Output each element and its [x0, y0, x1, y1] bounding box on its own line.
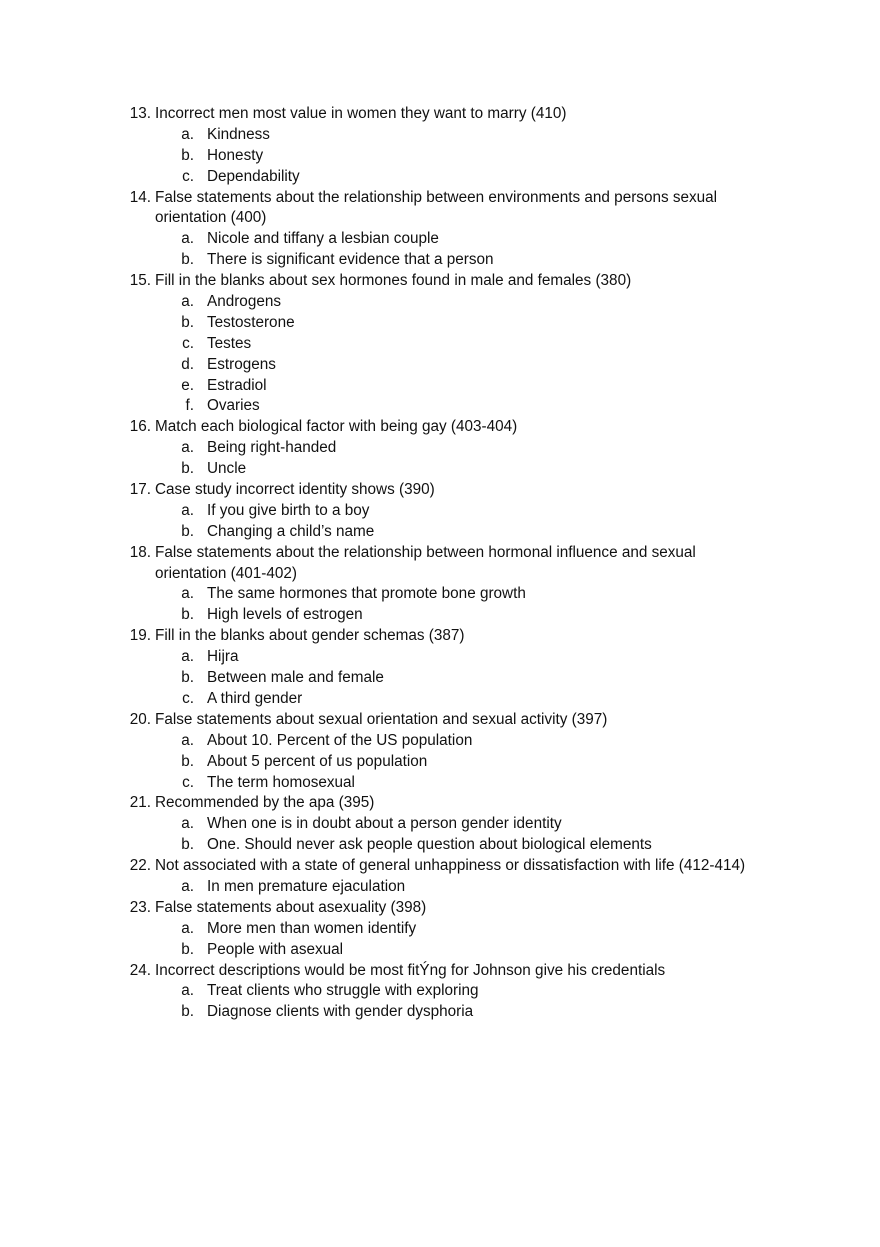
option-letter: a. [181, 731, 194, 749]
question-text: False statements about the relationship between hormonal influence and sexual [155, 543, 696, 561]
option-letter: f. [185, 397, 194, 415]
option-text: Nicole and tiffany a lesbian couple [207, 230, 439, 248]
question-item [0, 710, 880, 794]
option-text: Being right-handed [207, 439, 337, 457]
question-text: orientation (401-402) [155, 564, 298, 582]
option-letter: a. [181, 648, 194, 666]
question-line [0, 480, 880, 501]
option-item [0, 919, 880, 940]
question-text: False statements about sexual orientation and sexual activity (397) [155, 710, 608, 728]
option-letter: c. [182, 773, 194, 791]
option-item [0, 125, 880, 146]
option-letter: b. [181, 460, 194, 478]
option-text: More men than women identify [207, 919, 417, 937]
option-text: Estrogens [207, 355, 276, 373]
option-letter: b. [181, 522, 194, 540]
option-text: Changing a child’s name [207, 522, 375, 540]
question-line [0, 856, 880, 877]
question-line [0, 793, 880, 814]
option-letter: b. [181, 251, 194, 269]
question-text: Case study incorrect identity shows (390) [155, 481, 435, 499]
option-letter: a. [181, 877, 194, 895]
option-text: Androgens [207, 293, 281, 311]
option-letter: a. [181, 293, 194, 311]
question-number: 21. [129, 794, 151, 812]
option-text: In men premature ejaculation [207, 877, 406, 895]
question-text: Fill in the blanks about gender schemas (387) [155, 627, 465, 645]
option-text: Uncle [207, 460, 247, 478]
question-line [0, 188, 880, 209]
option-letter: a. [181, 585, 194, 603]
option-letter: a. [181, 439, 194, 457]
option-item [0, 522, 880, 543]
question-item [0, 104, 880, 188]
option-text: About 5 percent of us population [207, 752, 428, 770]
question-text: False statements about the relationship between environments and persons sexual [155, 188, 718, 206]
option-letter: b. [181, 669, 194, 687]
option-item [0, 773, 880, 794]
question-number: 13. [129, 105, 151, 122]
question-number: 20. [129, 710, 151, 728]
option-letter: a. [181, 815, 194, 833]
option-item [0, 835, 880, 856]
option-text: The same hormones that promote bone growth [207, 585, 526, 603]
option-text: Ovaries [207, 397, 260, 415]
option-item [0, 1002, 880, 1023]
question-item [0, 626, 880, 710]
question-number: 18. [129, 543, 151, 561]
question-line [0, 543, 880, 564]
option-text: Dependability [207, 167, 300, 185]
option-letter: b. [181, 836, 194, 854]
option-item [0, 146, 880, 167]
option-item [0, 647, 880, 668]
question-line [0, 710, 880, 731]
option-letter: c. [182, 689, 194, 707]
option-item [0, 292, 880, 313]
option-letter: e. [181, 376, 194, 394]
option-text: A third gender [207, 689, 303, 707]
option-text: When one is in doubt about a person gender identity [207, 815, 562, 833]
option-text: Honesty [207, 146, 264, 164]
option-item [0, 877, 880, 898]
question-text: Recommended by the apa (395) [155, 794, 375, 812]
question-number: 17. [129, 481, 151, 499]
question-number: 19. [129, 627, 151, 645]
option-item [0, 229, 880, 250]
option-item [0, 438, 880, 459]
option-text: People with asexual [207, 940, 344, 958]
question-number: 24. [129, 961, 151, 979]
option-text: Hijra [207, 648, 239, 666]
question-line [0, 271, 880, 292]
question-item [0, 898, 880, 961]
option-text: Between male and female [207, 669, 384, 687]
question-line [0, 898, 880, 919]
question-text: False statements about asexuality (398) [155, 898, 427, 916]
option-item [0, 167, 880, 188]
option-text: Kindness [207, 125, 270, 143]
question-text: Incorrect descriptions would be most fitÝng for Johnson give his credentials [155, 961, 666, 979]
question-line [0, 417, 880, 438]
option-item [0, 605, 880, 626]
question-text: Match each biological factor with being gay (403-404) [155, 418, 518, 436]
option-item [0, 313, 880, 334]
option-text: Diagnose clients with gender dysphoria [207, 1003, 474, 1021]
option-item [0, 814, 880, 835]
question-number: 15. [129, 272, 151, 290]
option-item [0, 250, 880, 271]
option-item [0, 376, 880, 397]
option-letter: c. [182, 167, 194, 185]
question-line [0, 104, 880, 125]
option-letter: b. [181, 313, 194, 331]
option-letter: d. [181, 355, 194, 373]
option-item [0, 981, 880, 1002]
question-item [0, 417, 880, 480]
question-text: Not associated with a state of general unhappiness or dissatisfaction with life (412-414) [155, 857, 746, 875]
question-text: Incorrect men most value in women they want to marry (410) [155, 105, 567, 122]
question-line [0, 961, 880, 982]
question-continuation-line [0, 208, 880, 229]
option-item [0, 459, 880, 480]
option-letter: b. [181, 606, 194, 624]
option-text: The term homosexual [207, 773, 355, 791]
option-text: Treat clients who struggle with exploring [207, 982, 479, 1000]
question-item [0, 480, 880, 543]
option-letter: b. [181, 1003, 194, 1021]
option-item [0, 940, 880, 961]
option-letter: a. [181, 501, 194, 519]
option-letter: a. [181, 919, 194, 937]
option-text: Testosterone [207, 313, 295, 331]
question-number: 16. [129, 418, 151, 436]
option-text: Estradiol [207, 376, 267, 394]
option-letter: a. [181, 125, 194, 143]
question-text: Fill in the blanks about sex hormones found in male and females (380) [155, 272, 632, 290]
question-continuation-line [0, 564, 880, 585]
option-text: If you give birth to a boy [207, 501, 370, 519]
option-item [0, 355, 880, 376]
question-number: 22. [129, 857, 151, 875]
question-number: 14. [129, 188, 151, 206]
question-line [0, 626, 880, 647]
option-text: Testes [207, 334, 252, 352]
option-letter: a. [181, 230, 194, 248]
question-item [0, 188, 880, 272]
option-letter: b. [181, 940, 194, 958]
option-item [0, 689, 880, 710]
option-letter: b. [181, 146, 194, 164]
question-number: 23. [129, 898, 151, 916]
question-item [0, 271, 880, 417]
option-item [0, 668, 880, 689]
question-item [0, 961, 880, 1024]
option-letter: a. [181, 982, 194, 1000]
option-item [0, 731, 880, 752]
option-text: There is significant evidence that a person [207, 251, 494, 269]
option-item [0, 501, 880, 522]
option-item [0, 752, 880, 773]
option-item [0, 396, 880, 417]
option-item [0, 584, 880, 605]
option-letter: c. [182, 334, 194, 352]
option-text: High levels of estrogen [207, 606, 363, 624]
question-text: orientation (400) [155, 209, 267, 227]
question-item [0, 793, 880, 856]
question-list [0, 104, 880, 1023]
option-text: One. Should never ask people question about biological elements [207, 836, 652, 854]
option-letter: b. [181, 752, 194, 770]
question-item [0, 543, 880, 627]
option-text: About 10. Percent of the US population [207, 731, 473, 749]
question-item [0, 856, 880, 898]
option-item [0, 334, 880, 355]
